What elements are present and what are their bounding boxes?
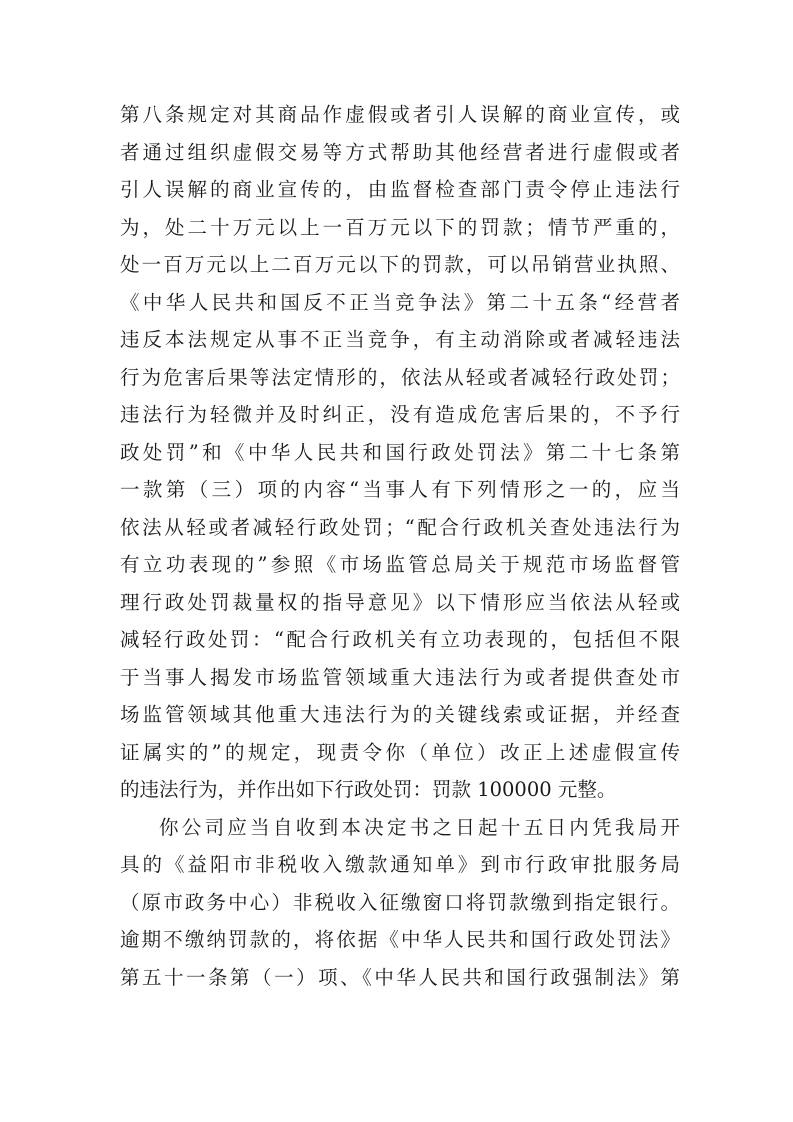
text-line: 为，处二十万元以上一百万元以下的罚款；情节严重的， [120,215,680,239]
text-line: 处一百万元以上二百万元以下的罚款，可以吊销营业执照、 [120,253,680,276]
text-line: 的违法行为，并作出如下行政处罚：罚款 100000 元整。 [120,778,617,801]
text-line: 于当事人揭发市场监管领域重大违法行为或者提供查处市 [120,665,680,689]
text-line: 政处罚”和《中华人民共和国行政处罚法》第二十七条第 [120,440,680,464]
text-line: 场监管领域其他重大违法行为的关键线索或证据，并经查 [120,703,680,726]
text-line: 有立功表现的”参照《市场监管总局关于规范市场监督管 [120,553,680,576]
text-line: 减轻行政处罚：“配合行政机关有立功表现的，包括但不限 [120,628,680,651]
text-line: 证属实的”的规定，现责令你（单位）改正上述虚假宣传 [120,740,680,764]
text-line: 《中华人民共和国反不正当竞争法》第二十五条“经营者 [120,290,680,314]
text-line: 依法从轻或者减轻行政处罚；“配合行政机关查处违法行为 [120,515,680,539]
text-line: 一款第（三）项的内容“当事人有下列情形之一的，应当 [120,478,680,501]
text-line: 违法行为轻微并及时纠正，没有造成危害后果的，不予行 [120,403,680,426]
document-body [120,96,680,996]
text-line: 理行政处罚裁量权的指导意见》以下情形应当依法从轻或 [120,590,680,614]
text-line: 逾期不缴纳罚款的，将依据《中华人民共和国行政处罚法》 [120,928,680,951]
text-line: 第五十一条第（一）项、《中华人民共和国行政强制法》第 [120,965,680,989]
paragraph-first-line: 你公司应当自收到本决定书之日起十五日内凭我局开 [159,815,680,839]
text-line: 者通过组织虚假交易等方式帮助其他经营者进行虚假或者 [120,140,680,164]
text-line: 第八条规定对其商品作虚假或者引人误解的商业宣传，或 [120,103,680,126]
text-line: 具的《益阳市非税收入缴款通知单》到市行政审批服务局 [120,853,680,876]
text-line: 违反本法规定从事不正当竞争，有主动消除或者减轻违法 [120,328,680,351]
text-line: 引人误解的商业宣传的，由监督检查部门责令停止违法行 [120,178,680,201]
text-line: （原市政务中心）非税收入征缴窗口将罚款缴到指定银行。 [120,890,680,914]
text-line: 行为危害后果等法定情形的，依法从轻或者减轻行政处罚； [120,365,680,389]
